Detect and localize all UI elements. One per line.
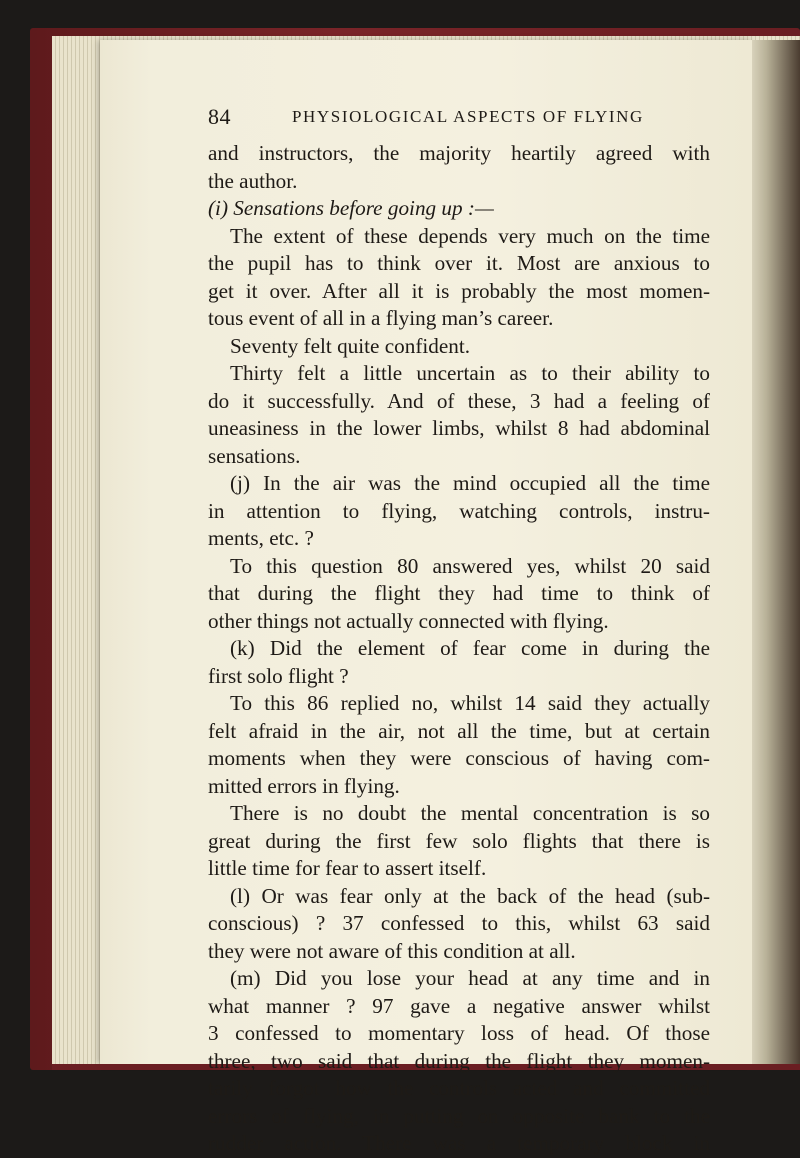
page-gutter-shadow xyxy=(752,40,800,1064)
text-line: three, two said that during the flight they momen- xyxy=(208,1048,710,1073)
text-line: the author. xyxy=(208,168,298,193)
text-line: Seventy felt quite confident. xyxy=(230,333,471,358)
text-line: uneasiness in the lower limbs, whilst 8 had abdominal xyxy=(208,416,710,440)
text-line: what manner ? 97 gave a negative answer whilst xyxy=(208,993,710,1018)
question-label: (l) xyxy=(230,883,250,908)
page-header xyxy=(208,104,728,134)
text-line: tous event of all in a flying man’s career. xyxy=(208,306,554,330)
text-line: do it successfully. And of these, 3 had a feeling of xyxy=(208,388,710,413)
text-line: first solo flight ? xyxy=(208,663,349,688)
section-label: (i) xyxy=(208,196,228,220)
section-title: Sensations before going up :— xyxy=(233,196,494,220)
question-label: (m) xyxy=(230,966,261,990)
text-line: errors of flying, in putting on opposite bank to the xyxy=(208,1103,710,1128)
text-line: mitted errors in flying. xyxy=(208,773,400,798)
question-label: (j) xyxy=(230,471,250,495)
text-line: rudder action. There was a temporary block in xyxy=(208,1131,710,1155)
text-line: There is no doubt the mental concentration is so xyxy=(230,801,710,825)
question-text: Did you lose your head at any time and in xyxy=(274,966,711,990)
question-label: (k) xyxy=(230,636,255,660)
question-m xyxy=(208,965,710,993)
text-line: tarily forgot how the controls acted and committed xyxy=(208,1076,710,1100)
text-line: and instructors, the majority heartily agreed with xyxy=(208,141,710,165)
text-line: To this question 80 answered yes, whilst 20 said xyxy=(230,553,710,578)
text-line: 3 confessed to momentary loss of head. Of those xyxy=(208,1021,710,1045)
section-heading-i xyxy=(208,195,710,223)
body-text xyxy=(208,140,710,1158)
text-line: To this 86 replied no, whilst 14 said they actually xyxy=(230,691,710,715)
text-line: little time for fear to assert itself. xyxy=(208,856,487,880)
text-line: the pupil has to think over it. Most are anxious to xyxy=(208,251,710,275)
text-line: that during the flight they had time to think of xyxy=(208,581,710,605)
question-j xyxy=(208,470,710,498)
question-l xyxy=(208,883,710,911)
page-number: 84 xyxy=(208,104,231,129)
text-line: get it over. After all it is probably the most momen- xyxy=(208,278,710,303)
text-line: Thirty felt a little uncertain as to their ability to xyxy=(230,361,710,385)
text-line: they were not aware of this condition at all. xyxy=(208,938,576,963)
question-text: In the air was the mind occupied all the time xyxy=(263,471,711,495)
question-text: Did the element of fear come in during the xyxy=(269,636,711,660)
text-line: The extent of these depends very much on the time xyxy=(230,223,710,248)
running-head: PHYSIOLOGICAL ASPECTS OF FLYING xyxy=(292,107,644,126)
text-line: other things not actually connected with flying. xyxy=(208,608,609,633)
text-line: moments when they were conscious of having com- xyxy=(208,746,710,770)
text-line: sensations. xyxy=(208,443,301,468)
question-k xyxy=(208,635,710,663)
text-line: in attention to flying, watching controls, instru- xyxy=(208,498,710,523)
text-line: felt afraid in the air, not all the time, but at certain xyxy=(208,718,710,743)
text-line: ments, etc. ? xyxy=(208,526,314,550)
question-text: Or was fear only at the back of the head (sub- xyxy=(261,883,711,908)
text-line: great during the first few solo flights that there is xyxy=(208,828,710,853)
text-line: conscious) ? 37 confessed to this, whilst 63 said xyxy=(208,911,710,935)
